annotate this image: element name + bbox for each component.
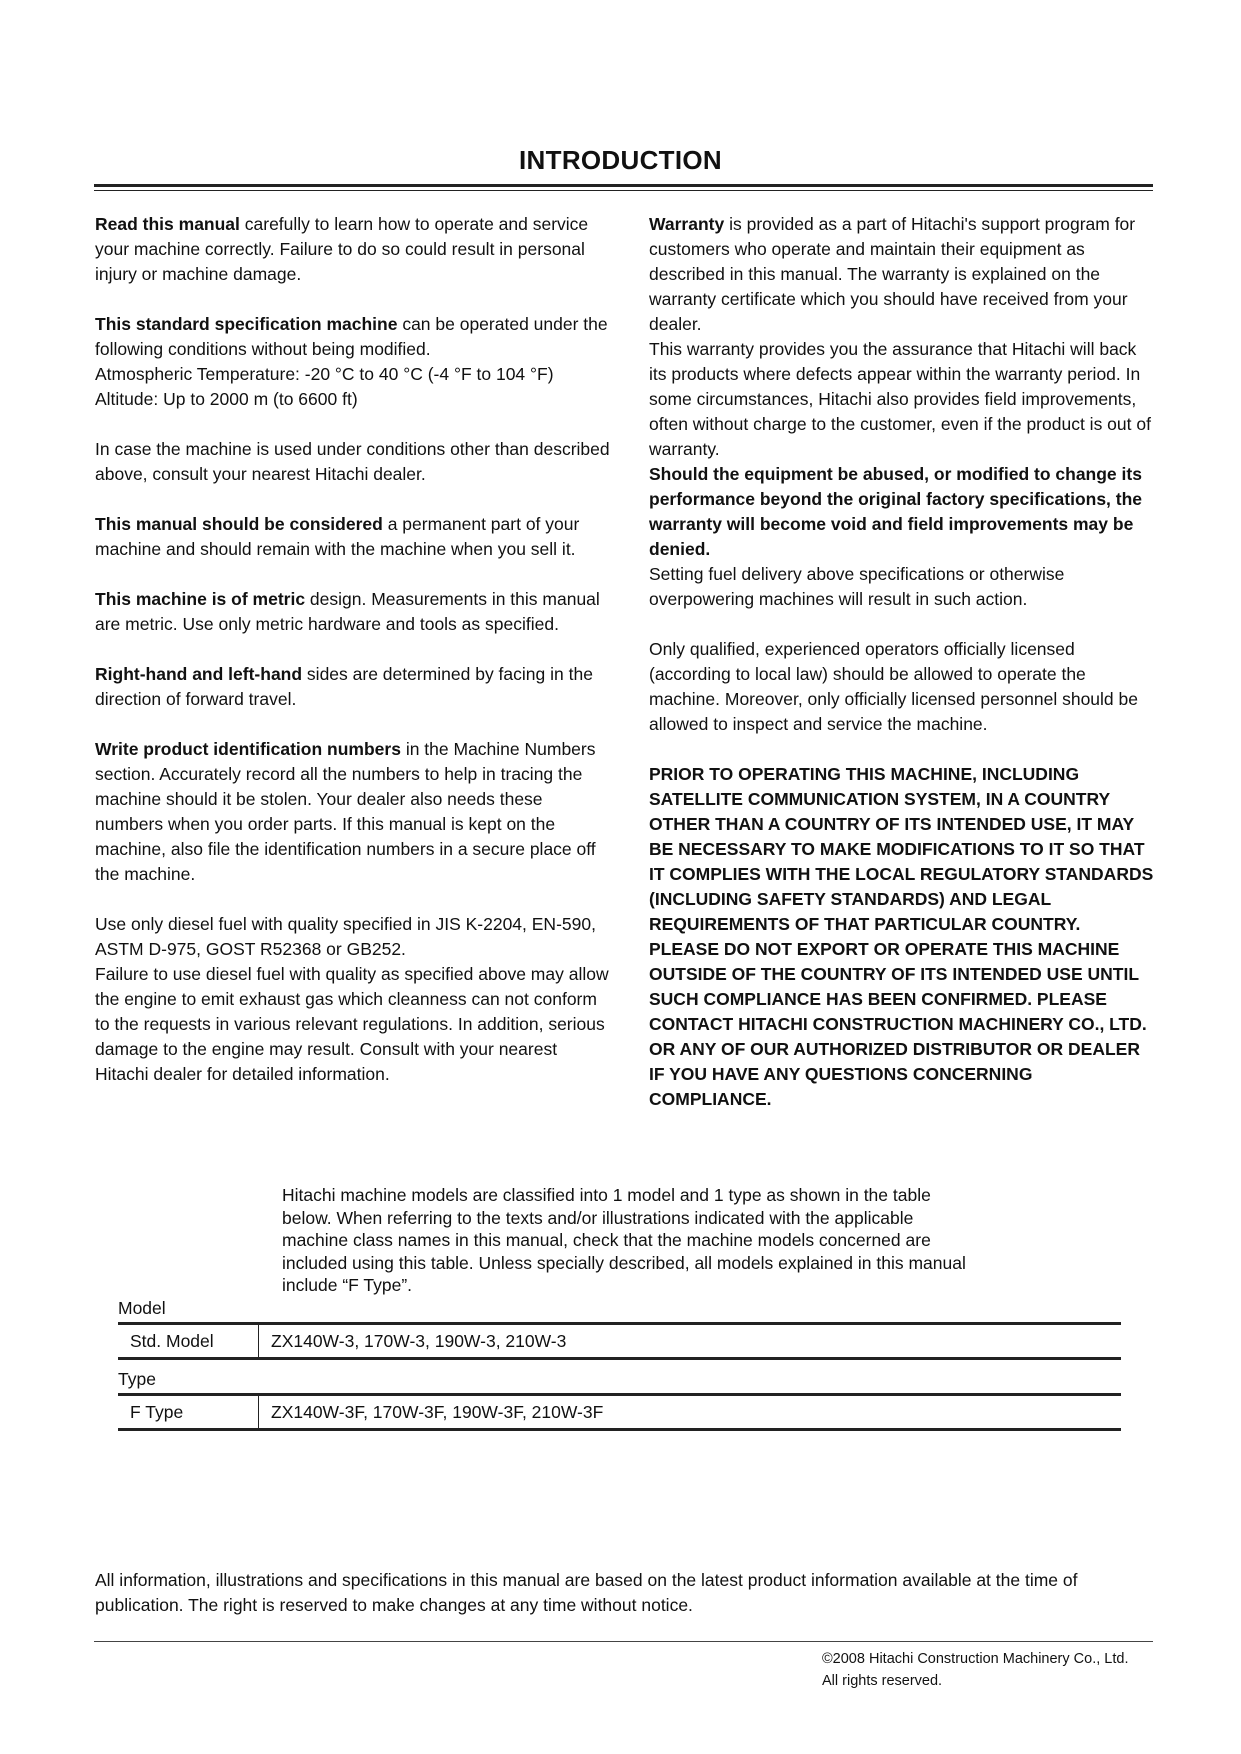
type-class-value: ZX140W-3F, 170W-3F, 190W-3F, 210W-3F — [259, 1395, 1122, 1430]
publication-notice: All information, illustrations and specifications in this manual are based on the latest product information available at the time of publication. The right is reserved to make changes at any time without notice. — [95, 1570, 1078, 1615]
metric-paragraph — [95, 587, 615, 637]
title-rule-thick — [94, 184, 1153, 187]
warranty-void-warning: Should the equipment be abused, or modified to change its performance beyond the original factory specifications, the warranty will become void and field improvements may be denied. — [649, 464, 1143, 559]
standard-spec-text: can be operated under the following conditions without being modified. — [95, 314, 608, 359]
warranty-assurance: This warranty provides you the assurance that Hitachi will back its products where defects appear within the warranty period. In some circumstances, Hitachi also provides field improvements, often without charge to the customer, even if the product is out of warranty. — [649, 339, 1151, 459]
identification-paragraph — [95, 737, 615, 887]
diesel-fuel-warning: Failure to use diesel fuel with quality as specified above may allow the engine to emit exhaust gas which cleanness can not conform to the requests in various relevant regulations. In addition, serious damage to the engine may result. Consult with your nearest Hitachi dealer for detailed information. — [95, 964, 609, 1084]
sides-paragraph — [95, 662, 615, 712]
page-title: INTRODUCTION — [519, 145, 722, 175]
metric-text: design. Measurements in this manual are metric. Use only metric hardware and tools as specified. — [95, 589, 600, 634]
diesel-fuel-paragraph — [95, 912, 615, 1087]
identification-lead: Write product identification numbers — [95, 739, 401, 759]
type-class-name: F Type — [118, 1395, 259, 1430]
qualified-operators-paragraph: Only qualified, experienced operators officially licensed (according to local law) should be allowed to operate the machine. Moreover, only officially licensed personnel should be allowed to inspect and service the machine. — [649, 639, 1138, 734]
footer-rule — [94, 1641, 1153, 1642]
identification-text: in the Machine Numbers section. Accurately record all the numbers to help in tracing the machine should it be stolen. Your dealer also needs these numbers when you order parts. If this manual is kept on the machine, also file the identification numbers in a secure place off the machine. — [95, 739, 596, 884]
model-table — [118, 1322, 1121, 1360]
type-label: Type — [118, 1369, 156, 1389]
altitude-condition: Altitude: Up to 2000 m (to 6600 ft) — [95, 389, 358, 409]
title-rule-thin — [94, 190, 1153, 191]
model-label: Model — [118, 1298, 166, 1318]
read-manual-lead: Read this manual — [95, 214, 240, 234]
left-column — [95, 212, 615, 1087]
standard-spec-lead: This standard specification machine — [95, 314, 398, 334]
model-class-name: Std. Model — [118, 1324, 259, 1359]
other-conditions-paragraph: In case the machine is used under conditions other than described above, consult your nearest Hitachi dealer. — [95, 439, 610, 484]
fuel-delivery-note: Setting fuel delivery above specifications or otherwise overpowering machines will result in such action. — [649, 564, 1065, 609]
copyright-block — [822, 1648, 1128, 1692]
rights-reserved-text: All rights reserved. — [822, 1673, 943, 1689]
warranty-paragraph — [649, 212, 1154, 612]
standard-spec-paragraph — [95, 312, 615, 412]
diesel-fuel-spec: Use only diesel fuel with quality specified in JIS K-2204, EN-590, ASTM D-975, GOST R52368 or GB252. — [95, 914, 596, 959]
classification-note: Hitachi machine models are classified into 1 model and 1 type as shown in the table below. When referring to the texts and/or illustrations indicated with the applicable machine class names in this manual, check that the machine models concerned are included using this table. Unless specially described, all models explained in this manual include “F Type”. — [282, 1185, 966, 1295]
read-manual-paragraph — [95, 212, 615, 287]
permanent-part-paragraph — [95, 512, 615, 562]
read-manual-text: carefully to learn how to operate and service your machine correctly. Failure to do so could result in personal injury or machine damage. — [95, 214, 589, 284]
copyright-text: ©2008 Hitachi Construction Machinery Co., Ltd. — [822, 1651, 1129, 1667]
table-row — [118, 1324, 1121, 1359]
warranty-text: is provided as a part of Hitachi's support program for customers who operate and maintain their equipment as described in this manual. The warranty is explained on the warranty certificate which you should have received from your dealer. — [649, 214, 1136, 334]
type-table — [118, 1393, 1121, 1431]
permanent-part-text: a permanent part of your machine and should remain with the machine when you sell it. — [95, 514, 580, 559]
sides-text: sides are determined by facing in the direction of forward travel. — [95, 664, 593, 709]
sides-lead: Right-hand and left-hand — [95, 664, 303, 684]
right-column — [649, 212, 1154, 1112]
model-class-value: ZX140W-3, 170W-3, 190W-3, 210W-3 — [259, 1324, 1122, 1359]
table-row — [118, 1395, 1121, 1430]
warranty-lead: Warranty — [649, 214, 725, 234]
permanent-part-lead: This manual should be considered — [95, 514, 383, 534]
temperature-condition: Atmospheric Temperature: -20 °C to 40 °C (-4 °F to 104 °F) — [95, 364, 554, 384]
metric-lead: This machine is of metric — [95, 589, 306, 609]
export-compliance-notice: PRIOR TO OPERATING THIS MACHINE, INCLUDING SATELLITE COMMUNICATION SYSTEM, IN A COUNTRY OTHER THAN A COUNTRY OF ITS INTENDED USE, IT MAY BE NECESSARY TO MAKE MODIFICATIONS TO IT SO THAT IT COMPLIES WITH THE LOCAL REGULATORY STANDARDS (INCLUDING SAFETY STANDARDS) AND LEGAL REQUIREMENTS OF THAT PARTICULAR COUNTRY. PLEASE DO NOT EXPORT OR OPERATE THIS MACHINE OUTSIDE OF THE COUNTRY OF ITS INTENDED USE UNTIL SUCH COMPLIANCE HAS BEEN CONFIRMED. PLEASE CONTACT HITACHI CONSTRUCTION MACHINERY CO., LTD. OR ANY OF OUR AUTHORIZED DISTRIBUTOR OR DEALER IF YOU HAVE ANY QUESTIONS CONCERNING COMPLIANCE. — [649, 764, 1154, 1109]
